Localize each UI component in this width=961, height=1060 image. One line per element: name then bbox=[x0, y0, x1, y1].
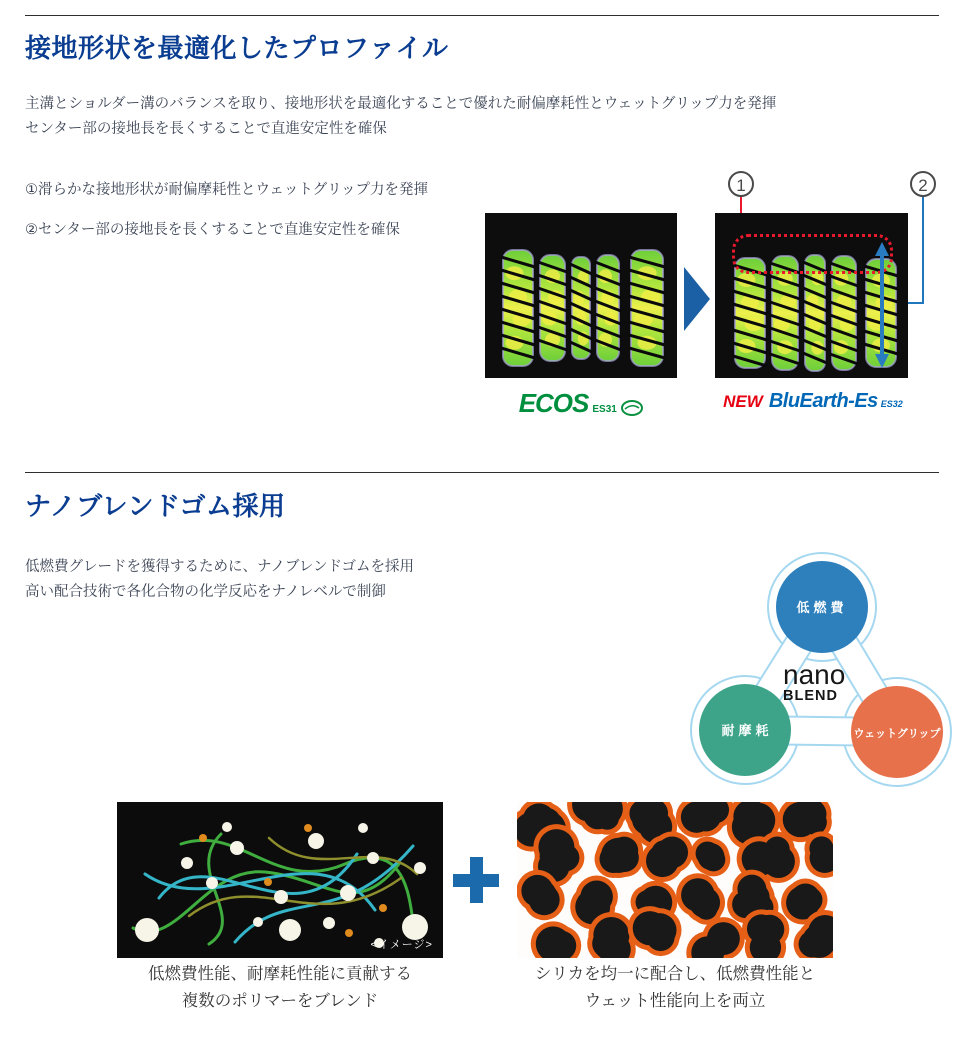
caption-right-line-1: シリカを均一に配合し、低燃費性能と bbox=[534, 965, 816, 983]
silica-dispersion-image bbox=[517, 802, 833, 958]
caption-left-line-1: 低燃費性能、耐摩耗性能に貢献する bbox=[148, 965, 412, 983]
plus-icon bbox=[453, 857, 499, 903]
polymer-blend-image bbox=[117, 802, 443, 958]
arrow-right-icon bbox=[684, 267, 710, 331]
intro-line-1: 主溝とショルダー溝のバランスを取り、接地形状を最適化することで優れた耐偏摩耗性とウェットグリップ力を発揮 bbox=[25, 96, 777, 112]
caption-left-line-2: 複数のポリマーをブレンド bbox=[181, 992, 379, 1010]
bluearth-brand-text: BluEarth-Es bbox=[768, 390, 878, 412]
caption-left bbox=[117, 961, 443, 1015]
point-1: ①滑らかな接地形状が耐偏摩耗性とウェットグリップ力を発揮 bbox=[25, 182, 429, 198]
section-divider bbox=[25, 15, 939, 16]
callout2-leader-line-vertical bbox=[922, 197, 924, 303]
caption-right-line-2: ウェット性能向上を両立 bbox=[584, 992, 766, 1010]
section-title-profile: 接地形状を最適化したプロファイル bbox=[25, 33, 449, 63]
point-2: ②センター部の接地長を長くすることで直進安定性を確保 bbox=[25, 222, 400, 238]
image-note: <イメージ> bbox=[370, 939, 433, 951]
contact-length-arrow-icon bbox=[874, 242, 890, 368]
ecos-brand-text: ECOS bbox=[518, 388, 589, 418]
nano-blend-diagram bbox=[690, 545, 960, 790]
blend-word: BLEND bbox=[783, 688, 838, 704]
highlight-dotted-box bbox=[732, 234, 893, 274]
section-divider bbox=[25, 472, 939, 473]
eco-badge-icon bbox=[621, 400, 643, 416]
tire-footprint-before-image bbox=[485, 213, 677, 378]
nano-label-wear: 耐摩耗 bbox=[721, 723, 773, 738]
nano-intro-line-2: 高い配合技術で各化合物の化学反応をナノレベルで制御 bbox=[25, 584, 386, 600]
nano-intro-line-1: 低燃費グレードを獲得するために、ナノブレンドゴムを採用 bbox=[25, 559, 414, 575]
ecos-logo bbox=[485, 388, 677, 419]
intro-line-2: センター部の接地長を長くすることで直進安定性を確保 bbox=[25, 121, 387, 137]
section-title-nano: ナノブレンドゴム採用 bbox=[25, 491, 286, 521]
nano-label-wetgrip: ウェットグリップ bbox=[853, 728, 941, 740]
caption-right bbox=[507, 961, 843, 1015]
intro-text bbox=[25, 92, 935, 142]
new-tag-text: NEW bbox=[723, 392, 763, 411]
ecos-model-text: ES31 bbox=[592, 404, 617, 415]
nano-intro-text bbox=[25, 555, 665, 605]
callout-circle-2: 2 bbox=[910, 171, 936, 197]
nano-label-fuel: 低燃費 bbox=[796, 600, 848, 615]
bluearth-logo bbox=[708, 390, 918, 413]
callout-circle-1: 1 bbox=[728, 171, 754, 197]
bluearth-model-text: ES32 bbox=[880, 399, 903, 409]
nano-word: nano bbox=[783, 659, 846, 690]
